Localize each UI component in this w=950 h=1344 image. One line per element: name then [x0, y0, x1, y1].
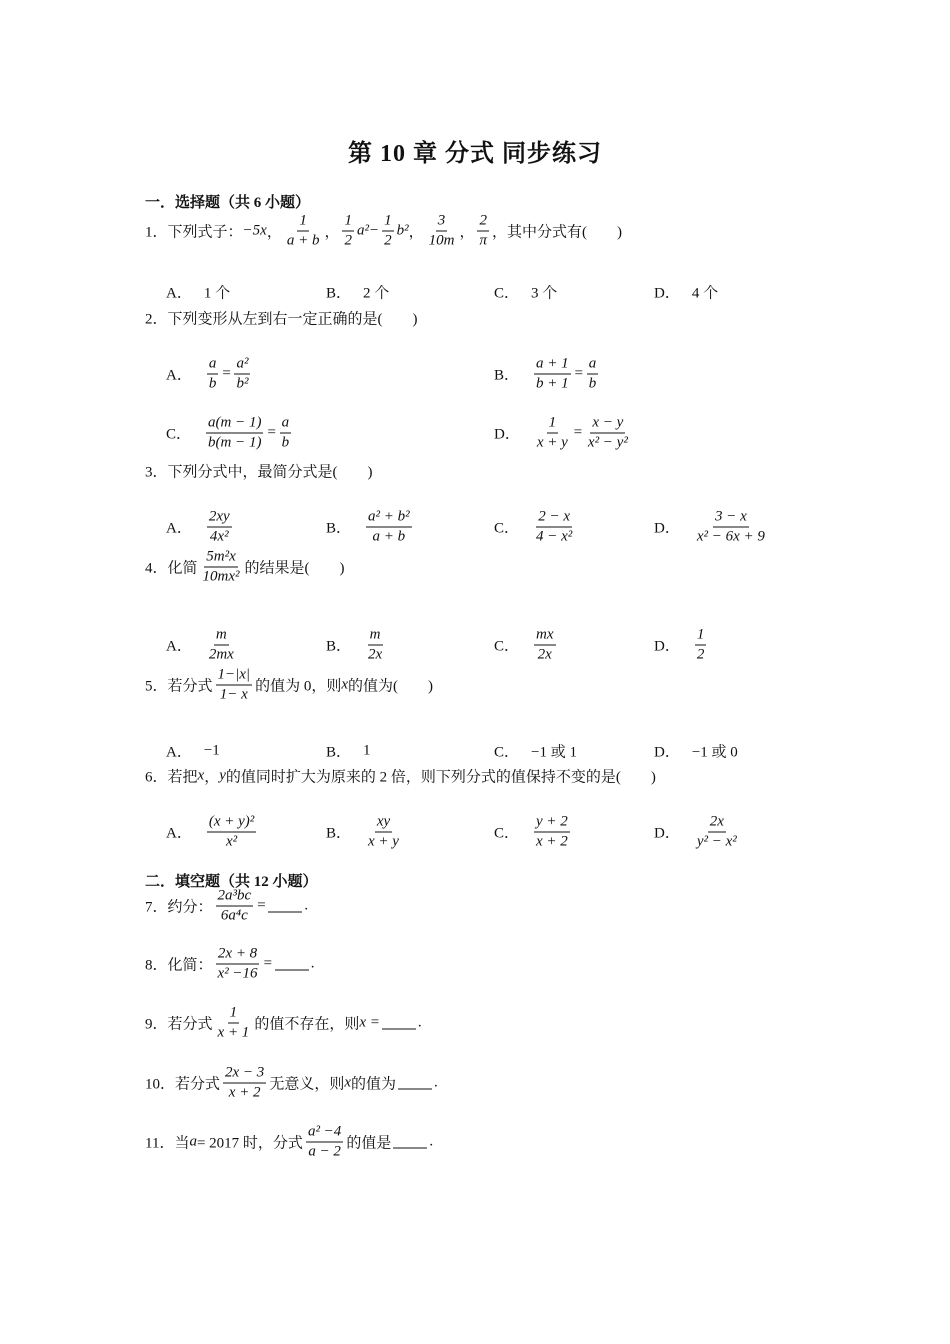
text-segment: 2 个 — [363, 285, 390, 302]
fraction-denominator: 2 — [384, 232, 392, 249]
option-d[interactable] — [494, 415, 633, 452]
fraction-numerator: a + 1 — [534, 356, 571, 375]
text-segment: 若分式 — [175, 1076, 221, 1093]
question-number: 4． — [145, 560, 168, 577]
page-title: 第 10 章 分式 同步练习 — [348, 141, 602, 167]
question-3 — [145, 461, 373, 482]
fraction-numerator: 1 — [695, 627, 707, 646]
text-segment: ，其中分式有( ) — [491, 224, 622, 241]
question-10 — [145, 1065, 438, 1102]
fraction — [280, 415, 292, 452]
option-label: A． — [166, 520, 192, 537]
fraction — [216, 667, 253, 704]
option-b[interactable] — [326, 509, 415, 546]
fraction-numerator: (x + y)² — [207, 814, 256, 833]
fraction-numerator: 2a³bc — [216, 888, 254, 907]
fraction — [207, 509, 232, 546]
option-label: A． — [166, 638, 192, 655]
fraction-denominator: x² − y² — [587, 434, 628, 451]
question-number: 6． — [145, 769, 168, 786]
text-segment: 无意义，则 — [269, 1076, 345, 1093]
text-segment: 当 — [174, 1135, 190, 1152]
option-label: D． — [654, 520, 680, 537]
fraction-numerator: m — [368, 627, 383, 646]
option-c[interactable] — [166, 415, 294, 452]
text-segment: 的值为 0，则 — [255, 678, 342, 695]
fraction — [216, 1005, 252, 1042]
fraction — [342, 213, 354, 250]
text-segment: 若分式 — [167, 1016, 213, 1033]
text-segment: 的值同时扩大为原来的 2 倍，则下列分式的值保持不变的是( ) — [225, 769, 656, 786]
option-b[interactable] — [494, 356, 601, 393]
fraction-numerator: 5m²x — [204, 549, 238, 568]
fraction-denominator: 1− x — [219, 686, 248, 703]
option-label: C． — [494, 285, 520, 302]
question-1 — [145, 213, 622, 250]
fraction-numerator: a² + b² — [366, 509, 412, 528]
text-segment: ， — [408, 224, 424, 241]
question-6 — [145, 766, 656, 787]
fraction-denominator: b — [588, 375, 597, 392]
text-segment: . — [304, 897, 309, 914]
fraction-denominator: a + b — [372, 528, 406, 545]
fraction — [216, 946, 260, 983]
fraction-denominator: 2 — [696, 646, 705, 663]
fraction-numerator: mx — [534, 627, 556, 646]
fraction-numerator: 1 — [382, 213, 394, 232]
fraction — [695, 627, 707, 664]
answer-blank[interactable] — [268, 900, 302, 913]
text-segment: 3 个 — [531, 285, 558, 302]
text-segment: 若分式 — [167, 678, 213, 695]
fraction-denominator: b — [208, 375, 217, 392]
option-a[interactable] — [166, 741, 220, 762]
fraction-denominator: b(m − 1) — [208, 434, 262, 451]
fraction-numerator: a — [587, 356, 599, 375]
text-segment: −1 或 0 — [691, 744, 738, 761]
text-segment: 下列分式中，最简分式是( ) — [167, 464, 373, 481]
math-expression: = — [266, 424, 277, 441]
fraction-denominator: x + 2 — [536, 833, 568, 850]
option-label: A． — [166, 825, 192, 842]
fraction-denominator: a + b — [286, 232, 320, 249]
section-heading-choice: 一．选择题（共 6 小题） — [145, 195, 311, 211]
fraction-numerator: 2 − x — [536, 509, 572, 528]
math-expression: −5x — [242, 222, 267, 239]
fraction-numerator: a(m − 1) — [206, 415, 263, 434]
fraction — [366, 509, 412, 546]
question-number: 7． — [145, 899, 168, 916]
question-8 — [145, 946, 314, 983]
question-9 — [145, 1005, 422, 1042]
question-2 — [145, 308, 418, 329]
text-segment: 1 — [363, 742, 371, 759]
option-label: C． — [494, 825, 520, 842]
option-label: B． — [326, 520, 352, 537]
fraction-denominator: 10mx² — [202, 568, 240, 585]
option-label: A． — [166, 367, 192, 384]
fraction-numerator: 2 — [477, 213, 489, 232]
fraction-numerator: 2x — [708, 814, 726, 833]
fraction — [207, 814, 256, 851]
option-label: C． — [494, 744, 520, 761]
fraction — [477, 213, 489, 250]
text-segment: 下列式子： — [167, 224, 243, 241]
fraction-denominator: x + y — [536, 434, 568, 451]
option-d[interactable] — [654, 627, 709, 664]
fraction-numerator: 3 — [436, 213, 448, 232]
text-segment: 的值为 — [351, 1076, 397, 1093]
option-label: D． — [654, 825, 680, 842]
math-expression: x — [344, 1074, 351, 1091]
fraction-denominator: x² −16 — [217, 965, 258, 982]
text-segment: 的值不存在，则 — [254, 1016, 360, 1033]
fraction — [534, 627, 556, 664]
option-a[interactable] — [166, 509, 235, 546]
question-number: 5． — [145, 678, 168, 695]
text-segment: ， — [459, 224, 475, 241]
fraction — [216, 888, 254, 925]
option-c[interactable] — [494, 627, 559, 664]
fraction-numerator: 1 — [342, 213, 354, 232]
answer-blank[interactable] — [275, 958, 309, 971]
option-c[interactable] — [494, 282, 557, 303]
text-segment: 下列变形从左到右一定正确的是( ) — [167, 311, 418, 328]
text-segment: 的值为( ) — [348, 678, 433, 695]
text-segment: −1 或 1 — [531, 744, 577, 761]
fraction-numerator: m — [214, 627, 229, 646]
fraction-denominator: 4 − x² — [536, 528, 573, 545]
math-expression: − — [368, 222, 380, 239]
text-segment: 4 个 — [691, 285, 719, 302]
fraction-denominator: b — [281, 434, 290, 451]
text-segment: = 2017 时，分式 — [196, 1135, 303, 1152]
option-label: C． — [166, 426, 192, 443]
option-b[interactable] — [326, 814, 404, 851]
option-label: B． — [326, 638, 352, 655]
option-label: C． — [494, 520, 520, 537]
fraction-numerator: x − y — [590, 415, 625, 434]
option-b[interactable] — [326, 741, 371, 762]
option-c[interactable] — [494, 741, 577, 762]
question-number: 3． — [145, 464, 168, 481]
fraction-denominator: a − 2 — [308, 1143, 341, 1160]
fraction-numerator: y + 2 — [534, 814, 570, 833]
question-number: 10． — [145, 1076, 176, 1093]
fraction — [534, 509, 574, 546]
fraction — [223, 1065, 266, 1102]
math-expression: y — [219, 767, 226, 784]
fraction — [285, 213, 322, 250]
option-b[interactable] — [326, 627, 387, 664]
fraction — [234, 356, 250, 393]
fraction-denominator: 4x² — [209, 528, 229, 545]
option-c[interactable] — [494, 814, 573, 851]
text-segment: . — [417, 1014, 422, 1031]
answer-blank[interactable] — [393, 1136, 427, 1149]
text-segment: 的结果是( ) — [244, 560, 345, 577]
text-segment: ， — [266, 224, 282, 241]
option-label: D． — [654, 285, 680, 302]
option-label: D． — [654, 638, 680, 655]
option-d[interactable] — [654, 282, 718, 303]
fraction-numerator: a² −4 — [306, 1124, 343, 1143]
fraction — [366, 814, 401, 851]
fraction — [201, 549, 242, 586]
fraction-denominator: x + 1 — [217, 1024, 250, 1041]
fraction — [427, 213, 457, 250]
fraction — [534, 814, 570, 851]
option-d[interactable] — [654, 741, 738, 762]
fraction-denominator: x + y — [368, 833, 399, 850]
question-5 — [145, 667, 433, 704]
option-label: D． — [494, 426, 520, 443]
option-b[interactable] — [326, 282, 389, 303]
fraction-denominator: 2x — [537, 646, 552, 663]
text-segment: . — [310, 955, 315, 972]
option-label: B． — [494, 367, 520, 384]
fraction — [366, 627, 384, 664]
question-number: 8． — [145, 957, 168, 974]
option-label: A． — [166, 285, 192, 302]
fraction — [695, 509, 767, 546]
option-label: B． — [326, 825, 352, 842]
question-7 — [145, 888, 308, 925]
fraction-numerator: 1 — [228, 1005, 240, 1024]
text-segment: 化简： — [167, 957, 213, 974]
text-segment: 化简 — [167, 560, 198, 577]
question-number: 9． — [145, 1016, 168, 1033]
fraction-denominator: x + 2 — [228, 1084, 261, 1101]
fraction-numerator: 2xy — [207, 509, 232, 528]
fraction-numerator: 1 — [297, 213, 309, 232]
math-expression: a² — [356, 222, 369, 239]
fraction-numerator: 2x + 8 — [216, 946, 259, 965]
fraction — [207, 356, 219, 393]
fraction — [382, 213, 394, 250]
text-segment: . — [434, 1074, 438, 1091]
fraction-denominator: 2mx — [208, 646, 234, 663]
fraction — [695, 814, 739, 851]
option-label: B． — [326, 744, 352, 761]
fraction — [587, 356, 599, 393]
fraction — [207, 627, 236, 664]
text-segment: ， — [324, 224, 340, 241]
fraction-denominator: x² — [225, 833, 238, 850]
option-label: A． — [166, 744, 192, 761]
question-11 — [145, 1124, 433, 1161]
question-number: 11． — [145, 1135, 175, 1152]
section-heading-fill: 二．填空题（共 12 小题） — [145, 874, 318, 890]
option-a[interactable] — [166, 282, 230, 303]
fraction-numerator: 2x − 3 — [223, 1065, 266, 1084]
fraction-denominator: 10m — [428, 232, 455, 249]
text-segment: 约分： — [167, 899, 213, 916]
fraction-numerator: a — [280, 415, 292, 434]
fraction-numerator: a² — [234, 356, 250, 375]
text-segment: 1 个 — [203, 285, 231, 302]
math-expression: x = — [359, 1014, 380, 1031]
option-a[interactable] — [166, 627, 239, 664]
question-number: 1． — [145, 224, 168, 241]
fraction-numerator: a — [207, 356, 219, 375]
fraction — [534, 356, 571, 393]
math-expression: = — [573, 365, 584, 382]
fraction-denominator: b + 1 — [536, 375, 569, 392]
option-d[interactable] — [654, 509, 770, 546]
option-a[interactable] — [166, 356, 253, 393]
fraction-numerator: 3 − x — [713, 509, 749, 528]
math-expression: b² — [396, 222, 409, 239]
option-d[interactable] — [654, 814, 742, 851]
text-segment: 若把 — [167, 769, 198, 786]
fraction-denominator: 2x — [368, 646, 383, 663]
text-segment: 的值是 — [346, 1135, 392, 1152]
math-expression: a — [189, 1133, 197, 1150]
option-label: B． — [326, 285, 352, 302]
fraction-numerator: xy — [375, 814, 392, 833]
text-segment: ， — [204, 769, 220, 786]
fraction-numerator: 1−|x| — [216, 667, 253, 686]
fraction — [306, 1124, 343, 1161]
fraction — [535, 415, 570, 452]
option-a[interactable] — [166, 814, 259, 851]
text-segment: . — [429, 1133, 434, 1150]
question-number: 2． — [145, 311, 168, 328]
text-segment: −1 — [203, 742, 220, 759]
fraction-numerator: 1 — [547, 415, 559, 434]
fraction — [206, 415, 263, 452]
fraction-denominator: 6a⁴c — [220, 907, 248, 924]
fraction-denominator: x² − 6x + 9 — [696, 528, 765, 545]
option-label: D． — [654, 744, 680, 761]
fraction-denominator: b² — [236, 375, 249, 392]
option-label: C． — [494, 638, 520, 655]
question-4 — [145, 549, 345, 586]
fraction-denominator: 2 — [344, 232, 352, 249]
answer-blank[interactable] — [398, 1077, 432, 1090]
option-c[interactable] — [494, 509, 577, 546]
math-expression: = — [572, 424, 583, 441]
math-expression: = — [221, 365, 232, 382]
math-expression: = — [256, 897, 267, 914]
fraction — [586, 415, 630, 452]
fraction-denominator: π — [479, 232, 487, 249]
math-expression: x — [341, 676, 348, 693]
math-expression: x — [197, 767, 205, 784]
answer-blank[interactable] — [382, 1017, 416, 1030]
math-expression: = — [262, 955, 273, 972]
fraction-denominator: y² − x² — [696, 833, 737, 850]
